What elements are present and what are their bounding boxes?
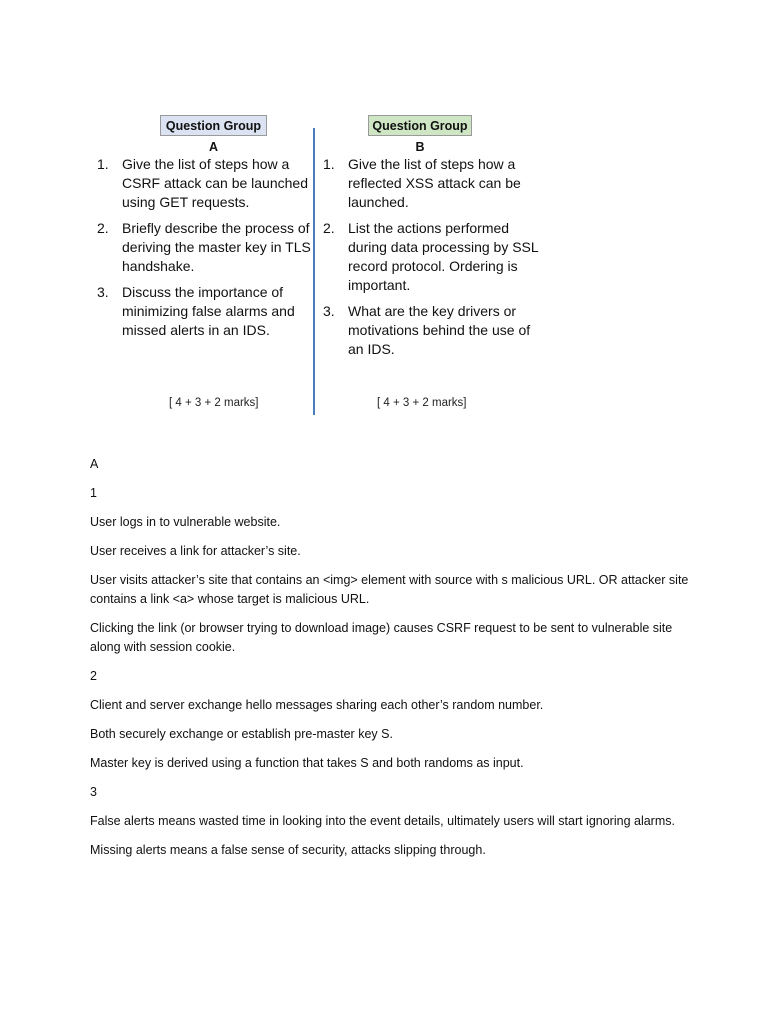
question-group-a-label: Question Group A <box>160 115 267 136</box>
question-groups-figure <box>0 0 768 430</box>
question-text: Give the list of steps how a CSRF attack can be launched using GET requests. <box>122 156 308 210</box>
question-group-b-label: Question Group B <box>368 115 472 136</box>
answer-paragraph: User logs in to vulnerable website. <box>90 515 281 529</box>
question-number: 2. <box>97 220 109 236</box>
question-number: 1. <box>97 156 109 172</box>
question-text: Briefly describe the process of deriving the master key in TLS handshake. <box>122 220 311 274</box>
answer-paragraph: Master key is derived using a function that takes S and both randoms as input. <box>90 756 524 770</box>
question-a-3 <box>97 283 312 340</box>
question-b-2 <box>323 219 543 295</box>
question-text: Give the list of steps how a reflected XSS attack can be launched. <box>348 156 521 210</box>
answers-section <box>90 455 690 870</box>
question-a-2 <box>97 219 312 276</box>
question-number: 1. <box>323 156 335 172</box>
question-number: 2. <box>323 220 335 236</box>
question-text: List the actions performed during data processing by SSL record protocol. Ordering is important. <box>348 220 539 293</box>
answer-paragraph: 2 <box>90 669 97 683</box>
answer-paragraph: A <box>90 457 99 471</box>
group-divider <box>313 128 315 415</box>
answer-paragraph: 1 <box>90 486 97 500</box>
answer-paragraph: Clicking the link (or browser trying to download image) causes CSRF request to be sent to vulnerable site along with session cookie. <box>90 621 673 654</box>
answer-paragraph: User receives a link for attacker’s site. <box>90 544 301 558</box>
question-a-1 <box>97 155 312 212</box>
answer-paragraph: 3 <box>90 785 97 799</box>
answer-paragraph: Missing alerts means a false sense of security, attacks slipping through. <box>90 843 486 857</box>
question-number: 3. <box>97 284 109 300</box>
answer-paragraph: User visits attacker’s site that contains an <img> element with source with s malicious URL. OR attacker site contains a link <a> whose target is malicious URL. <box>90 573 689 606</box>
question-text: What are the key drivers or motivations behind the use of an IDS. <box>348 303 531 357</box>
question-group-b-list <box>323 155 543 366</box>
answer-paragraph: Both securely exchange or establish pre-master key S. <box>90 727 393 741</box>
answer-paragraph: Client and server exchange hello messages sharing each other’s random number. <box>90 698 544 712</box>
question-b-1 <box>323 155 543 212</box>
question-text: Discuss the importance of minimizing false alarms and missed alerts in an IDS. <box>122 284 295 338</box>
answer-paragraph: False alerts means wasted time in looking into the event details, ultimately users will start ignoring alarms. <box>90 814 675 828</box>
question-group-a-list <box>97 155 312 347</box>
group-b-marks: [ 4 + 3 + 2 marks] <box>377 397 467 409</box>
question-number: 3. <box>323 303 335 319</box>
group-a-marks: [ 4 + 3 + 2 marks] <box>169 397 259 409</box>
question-b-3 <box>323 302 543 359</box>
